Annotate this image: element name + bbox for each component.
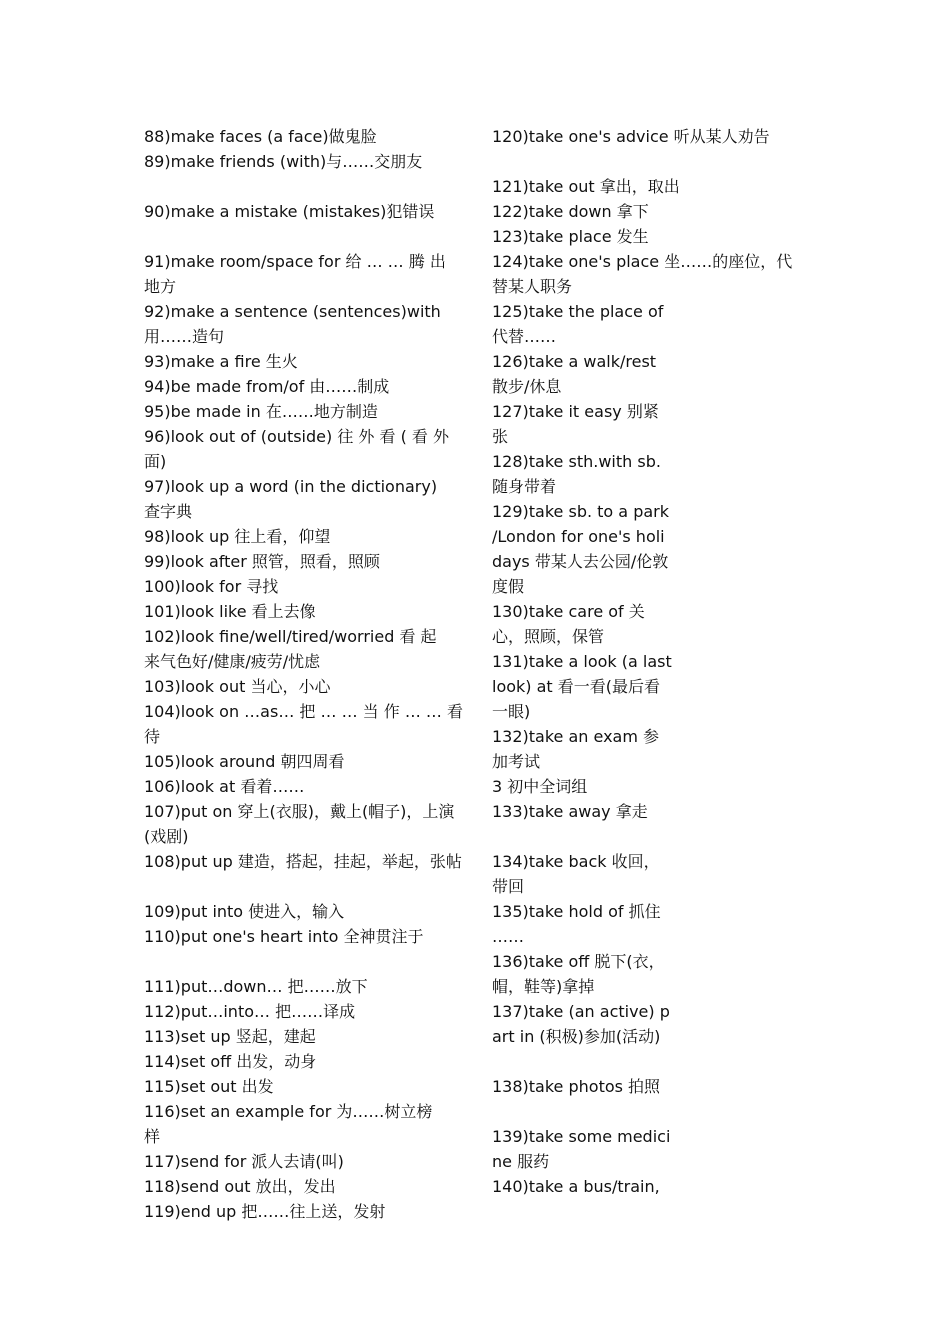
- phrase-line: 105)look around 朝四周看: [144, 752, 345, 771]
- phrase-line: 帽，鞋等)拿掉: [492, 977, 595, 996]
- phrase-line: 3 初中全词组: [492, 777, 588, 796]
- phrase-line: 一眼): [492, 702, 531, 721]
- phrase-line: 来气色好/健康/疲劳/忧虑: [144, 652, 321, 671]
- phrase-line: 样: [144, 1127, 161, 1146]
- phrase-line: 136)take off 脱下(衣，: [492, 952, 665, 971]
- phrase-line: 139)take some medici: [492, 1127, 671, 1146]
- phrase-line: 91)make room/space for 给 … … 腾 出: [144, 252, 446, 271]
- phrase-line: 94)be made from/of 由……制成: [144, 377, 390, 396]
- phrase-line: 96)look out of (outside) 往 外 看 ( 看 外: [144, 427, 450, 446]
- phrase-line: 118)send out 放出，发出: [144, 1177, 336, 1196]
- phrase-line: 117)send for 派人去请(叫): [144, 1152, 344, 1171]
- phrase-line: days 带某人去公园/伦敦: [492, 552, 669, 571]
- phrase-line: ……: [492, 927, 524, 946]
- phrase-line: 133)take away 拿走: [492, 802, 648, 821]
- phrase-line: 135)take hold of 抓住: [492, 902, 661, 921]
- phrase-line: 125)take the place of: [492, 302, 664, 321]
- phrase-line: 127)take it easy 别紧: [492, 402, 659, 421]
- phrase-line: 90)make a mistake (mistakes)犯错误: [144, 202, 435, 221]
- phrase-line: 101)look like 看上去像: [144, 602, 316, 621]
- phrase-line: /London for one's holi: [492, 527, 665, 546]
- phrase-line: 92)make a sentence (sentences)with: [144, 302, 441, 321]
- phrase-line: 95)be made in 在……地方制造: [144, 402, 378, 421]
- phrase-line: 散步/休息: [492, 377, 562, 396]
- phrase-line: 代替……: [492, 327, 557, 346]
- phrase-line: 加考试: [492, 752, 541, 771]
- phrase-line: 115)set out 出发: [144, 1077, 274, 1096]
- phrase-line: 107)put on 穿上(衣服)，戴上(帽子)，上演: [144, 802, 455, 821]
- phrase-line: 98)look up 往上看，仰望: [144, 527, 331, 546]
- phrase-line: 替某人职务: [492, 277, 573, 296]
- phrase-line: 88)make faces (a face)做鬼脸: [144, 127, 377, 146]
- phrase-line: 130)take care of 关: [492, 602, 645, 621]
- phrase-line: 89)make friends (with)与……交朋友: [144, 152, 423, 171]
- phrase-line: 103)look out 当心，小心: [144, 677, 331, 696]
- phrase-line: 126)take a walk/rest: [492, 352, 657, 371]
- phrase-line: 112)put…into… 把……译成: [144, 1002, 356, 1021]
- phrase-line: 124)take one's place 坐……的座位，代: [492, 252, 793, 271]
- phrase-line: 108)put up 建造，搭起，挂起，举起，张帖: [144, 852, 462, 871]
- phrase-line: 查字典: [144, 502, 193, 521]
- phrase-line: 100)look for 寻找: [144, 577, 279, 596]
- phrase-line: 122)take down 拿下: [492, 202, 649, 221]
- phrase-line: 116)set an example for 为……树立榜: [144, 1102, 433, 1121]
- phrase-line: 113)set up 竖起，建起: [144, 1027, 316, 1046]
- phrase-line: 110)put one's heart into 全神贯注于: [144, 927, 424, 946]
- phrase-line: 123)take place 发生: [492, 227, 649, 246]
- phrase-line: 99)look after 照管，照看，照顾: [144, 552, 380, 571]
- phrase-line: 102)look fine/well/tired/worried 看 起: [144, 627, 437, 646]
- left-column: [144, 124, 462, 1224]
- phrase-line: 120)take one's advice 听从某人劝告: [492, 127, 770, 146]
- phrase-line: ne 服药: [492, 1152, 550, 1171]
- phrase-line: 93)make a fire 生火: [144, 352, 298, 371]
- blank-line: [492, 1099, 810, 1124]
- blank-line: [492, 1049, 810, 1074]
- blank-line: [144, 949, 462, 974]
- phrase-line: 132)take an exam 参: [492, 727, 660, 746]
- phrase-line: 109)put into 使进入，输入: [144, 902, 345, 921]
- phrase-line: 随身带着: [492, 477, 557, 496]
- phrase-line: 134)take back 收回，: [492, 852, 660, 871]
- phrase-line: 张: [492, 427, 509, 446]
- phrase-line: 104)look on …as… 把 … … 当 作 … … 看: [144, 702, 464, 721]
- phrase-line: 138)take photos 拍照: [492, 1077, 661, 1096]
- phrase-line: art in (积极)参加(活动): [492, 1027, 661, 1046]
- phrase-line: 度假: [492, 577, 525, 596]
- phrase-line: 119)end up 把……往上送，发射: [144, 1202, 386, 1221]
- phrase-line: 带回: [492, 877, 525, 896]
- phrase-line: 用……造句: [144, 327, 225, 346]
- blank-line: [144, 874, 462, 899]
- phrase-line: 121)take out 拿出，取出: [492, 177, 680, 196]
- phrase-line: 地方: [144, 277, 177, 296]
- phrase-line: look) at 看一看(最后看: [492, 677, 661, 696]
- phrase-line: 心，照顾，保管: [492, 627, 605, 646]
- blank-line: [144, 174, 462, 199]
- phrase-line: 129)take sb. to a park: [492, 502, 669, 521]
- phrase-line: 111)put…down… 把……放下: [144, 977, 368, 996]
- phrase-line: 面): [144, 452, 167, 471]
- phrase-line: 待: [144, 727, 161, 746]
- phrase-line: 114)set off 出发，动身: [144, 1052, 317, 1071]
- blank-line: [492, 149, 810, 174]
- blank-line: [492, 824, 810, 849]
- phrase-line: 140)take a bus/train,: [492, 1177, 660, 1196]
- phrase-line: 97)look up a word (in the dictionary): [144, 477, 438, 496]
- phrase-line: 137)take (an active) p: [492, 1002, 670, 1021]
- right-column: [492, 124, 810, 1199]
- phrase-line: 106)look at 看着……: [144, 777, 305, 796]
- blank-line: [144, 224, 462, 249]
- phrase-line: (戏剧): [144, 827, 189, 846]
- phrase-line: 128)take sth.with sb.: [492, 452, 661, 471]
- phrase-line: 131)take a look (a last: [492, 652, 672, 671]
